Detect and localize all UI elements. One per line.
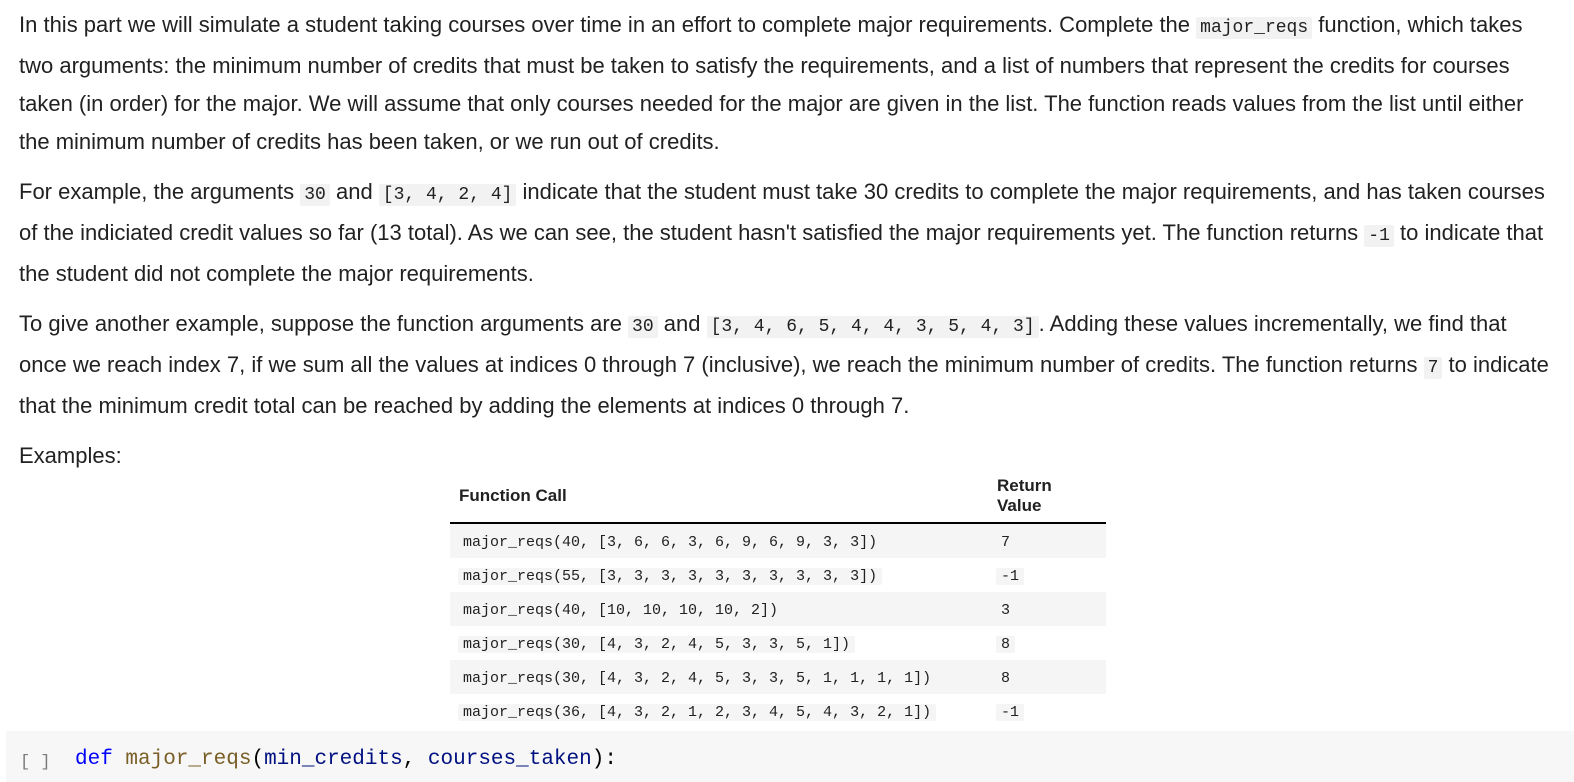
table-row (450, 626, 1106, 660)
cell-return (988, 626, 1106, 660)
inline-code: major_reqs (1196, 17, 1312, 39)
cell-call (450, 660, 988, 694)
return-code: -1 (996, 704, 1024, 721)
open-paren: ( (251, 748, 265, 771)
call-code: major_reqs(55, [3, 3, 3, 3, 3, 3, 3, 3, 3, 3]) (458, 568, 882, 585)
header-function-call: Function Call (450, 472, 988, 523)
code-cell[interactable] (6, 731, 1574, 782)
cell-call (450, 694, 988, 728)
call-code: major_reqs(40, [3, 6, 6, 3, 6, 9, 6, 9, 3, 3]) (463, 534, 878, 551)
table-row (450, 592, 1106, 626)
text: In this part we will simulate a student taking courses over time in an effort to complete major requirements. Complete the (19, 12, 1197, 37)
return-code: -1 (996, 568, 1024, 585)
inline-code: -1 (1364, 225, 1394, 247)
inline-code: [3, 4, 6, 5, 4, 4, 3, 5, 4, 3] (707, 316, 1039, 338)
param-min-credits: min_credits (264, 748, 403, 771)
text: To give another example, suppose the function arguments are (19, 311, 629, 336)
inline-code: 7 (1424, 357, 1443, 379)
paragraph-example-1 (19, 173, 1549, 293)
table-row (450, 694, 1106, 728)
return-code: 7 (1001, 534, 1011, 551)
table-row (450, 660, 1106, 694)
table-header-row (450, 472, 1106, 523)
cell-return (988, 558, 1106, 592)
text: indicate that the student must take 30 credits to complete the major requirements, and has taken courses of the indiciated credit values so far (13 total). As we can see, the student hasn't satisfied the major requirements yet. The function returns (19, 179, 1545, 245)
comma: , (402, 748, 428, 771)
call-code: major_reqs(36, [4, 3, 2, 1, 2, 3, 4, 5, 4, 3, 2, 1]) (458, 704, 936, 721)
text: . Adding these values incrementally, we find that once we reach index 7, if we sum all the values at indices 0 through 7 (inclusive), we reach the minimum number of credits. The function returns (19, 311, 1507, 377)
header-return-value: Return Value (988, 472, 1106, 523)
close-paren-colon: ): (591, 748, 617, 771)
text: to indicate that the student did not complete the major requirements. (19, 220, 1544, 286)
cell-call (450, 523, 988, 558)
return-code: 8 (996, 636, 1015, 653)
cell-call (450, 558, 988, 592)
cell-return (988, 694, 1106, 728)
return-code: 8 (1001, 670, 1011, 687)
return-code: 3 (1001, 602, 1011, 619)
text: and (657, 311, 707, 336)
text: function, which takes two arguments: the minimum number of credits that must be taken to satisfy the requirements, and a list of numbers that represent the credits for courses taken (in order) for the major. We will assume that only courses needed for the major are given in the list. The function reads values from the list until either the minimum number of credits has been taken, or we run out of credits. (19, 12, 1524, 154)
code-editor-line[interactable] (75, 748, 617, 771)
param-courses-taken: courses_taken (427, 748, 592, 771)
inline-code: [3, 4, 2, 4] (379, 184, 517, 206)
function-name: major_reqs (125, 748, 252, 771)
cell-return (988, 660, 1106, 694)
text: to indicate that the minimum credit total can be reached by adding the elements at indices 0 through 7. (19, 352, 1549, 418)
inline-code: 30 (300, 184, 330, 206)
table-row (450, 523, 1106, 558)
examples-label: Examples: (19, 443, 122, 468)
run-cell-button[interactable]: [ ] (20, 753, 51, 772)
text: For example, the arguments (19, 179, 301, 204)
table-row (450, 558, 1106, 592)
cell-call (450, 626, 988, 660)
call-code: major_reqs(30, [4, 3, 2, 4, 5, 3, 3, 5, 1, 1, 1, 1]) (463, 670, 932, 687)
examples-table (450, 472, 1106, 728)
paragraph-example-2 (19, 305, 1549, 425)
cell-return (988, 592, 1106, 626)
examples-table-wrapper (450, 472, 1106, 728)
call-code: major_reqs(30, [4, 3, 2, 4, 5, 3, 3, 5, 1]) (458, 636, 855, 653)
text: and (329, 179, 379, 204)
inline-code: 30 (628, 316, 658, 338)
cell-return (988, 523, 1106, 558)
paragraph-intro (19, 6, 1549, 161)
keyword-def: def (75, 748, 113, 771)
cell-call (450, 592, 988, 626)
call-code: major_reqs(40, [10, 10, 10, 10, 2]) (463, 602, 779, 619)
markdown-cell (19, 6, 1549, 487)
